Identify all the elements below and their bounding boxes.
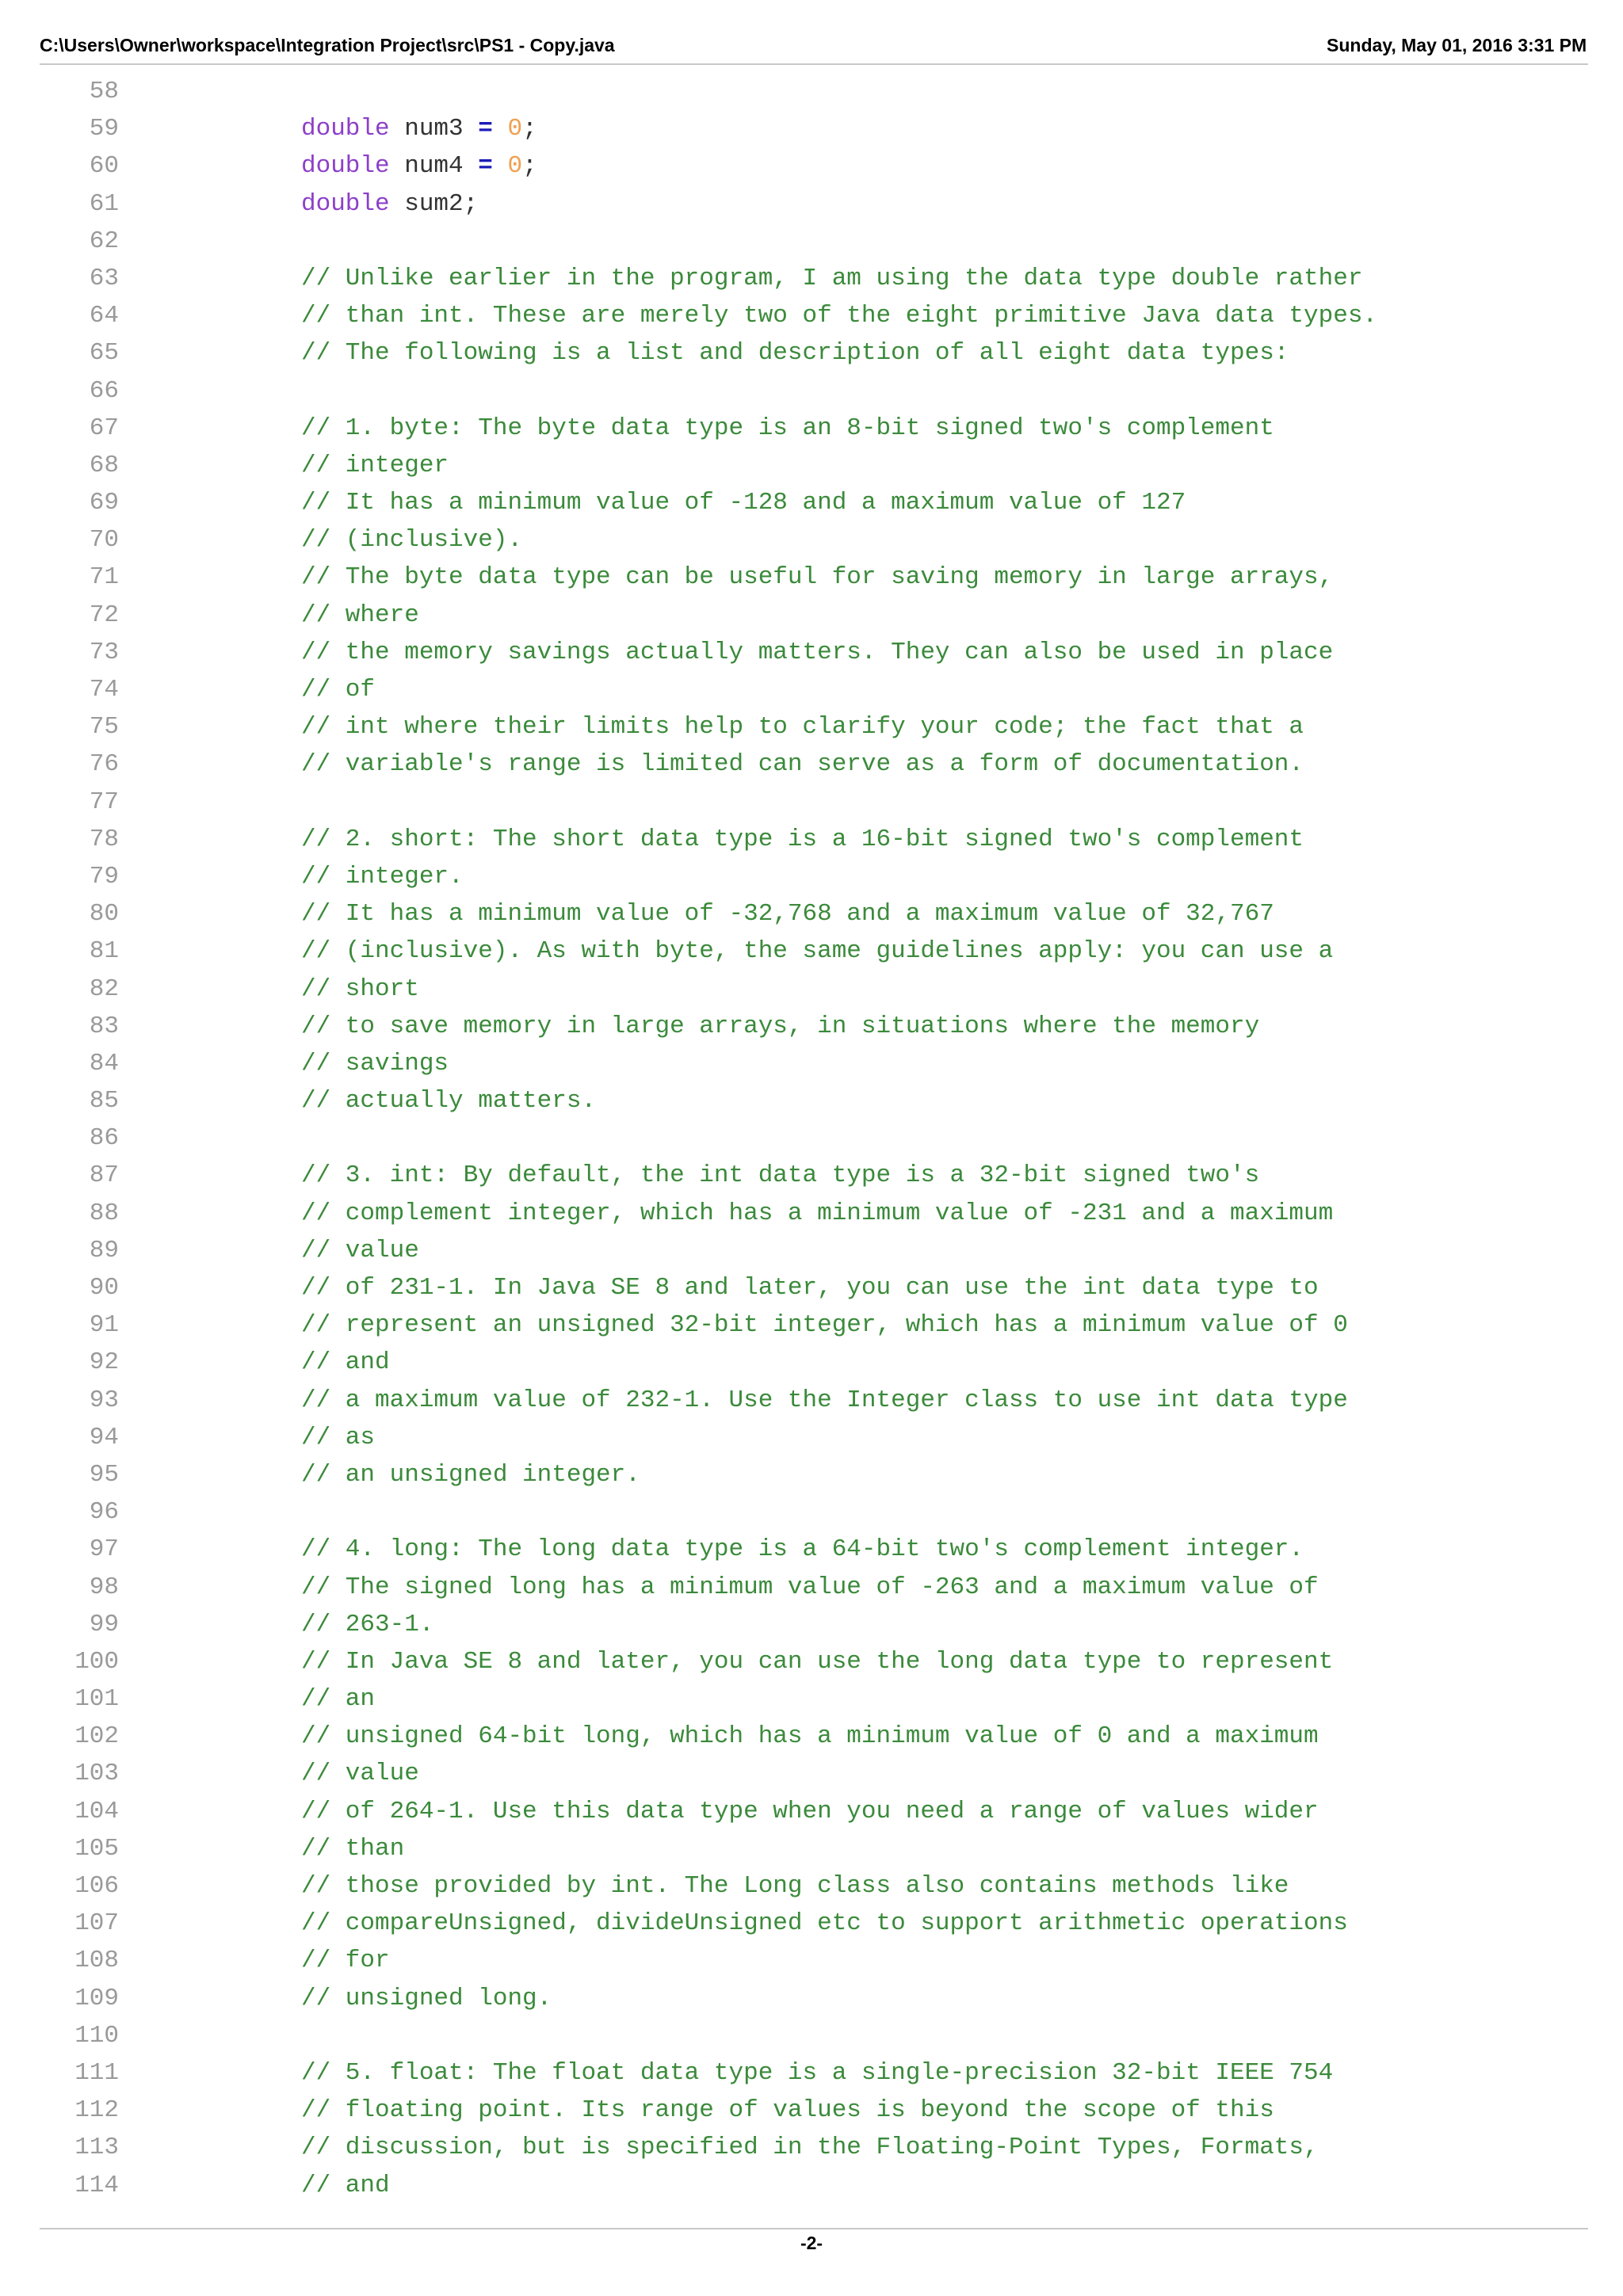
line-number: 68 [89,451,119,479]
code-token: sum2; [389,189,479,218]
comment-text: // an unsigned integer. [301,1460,640,1489]
line-source [301,334,1289,372]
line-source [301,1232,419,1269]
line-source [301,1082,596,1119]
line-source [301,1643,1333,1680]
comment-text: // a maximum value of 232-1. Use the Integer class to use int data type [301,1386,1348,1414]
line-source [301,821,1304,858]
code-line [0,297,1623,334]
line-source [301,1344,390,1381]
line-number: 100 [74,1647,119,1676]
code-line [0,1269,1623,1306]
line-number: 81 [89,937,119,966]
line-number: 104 [74,1797,119,1825]
line-source [301,858,464,895]
line-source [301,1905,1348,1942]
code-line [0,1232,1623,1269]
line-source [301,559,1333,596]
comment-text: // In Java SE 8 and later, you can use the long data type to represent [301,1647,1334,1676]
code-line [0,260,1623,297]
code-line [0,1569,1623,1606]
code-line [0,1157,1623,1194]
comment-text: // an [301,1685,376,1714]
line-source [301,671,375,708]
line-source [301,1755,419,1792]
comment-text: // of 231-1. In Java SE 8 and later, you can use the int data type to [301,1274,1319,1302]
line-source [301,1867,1289,1905]
line-number: 96 [89,1498,119,1527]
comment-text: // of [301,676,376,704]
line-source [301,895,1274,933]
comment-text: // 4. long: The long data type is a 64-bit two's complement integer. [301,1535,1304,1564]
comment-text: // (inclusive). [301,526,523,555]
code-line [0,708,1623,746]
code-token: ; [522,115,537,143]
code-line [0,1942,1623,1979]
comment-text: // variable's range is limited can serve as a form of documentation. [301,750,1304,779]
code-line [0,597,1623,634]
line-number: 84 [89,1049,119,1077]
line-source [301,1157,1259,1194]
code-line [0,858,1623,895]
comment-text: // savings [301,1049,449,1077]
line-source [301,1008,1259,1045]
line-source [301,1306,1348,1344]
comment-text: // The following is a list and description of all eight data types: [301,339,1289,368]
line-source [301,1793,1319,1830]
line-number: 58 [89,78,119,105]
comment-text: // It has a minimum value of -32,768 and a maximum value of 32,767 [301,900,1274,929]
comment-text: // the memory savings actually matters. They can also be used in place [301,638,1334,666]
comment-text: // actually matters. [301,1087,597,1116]
code-line [0,1419,1623,1456]
line-source [301,1269,1319,1306]
comment-text: // 263-1. [301,1610,434,1638]
code-line [0,1718,1623,1755]
line-source [301,447,449,484]
line-number: 73 [89,638,119,666]
line-number: 87 [89,1161,119,1190]
code-line [0,559,1623,596]
code-line [0,73,1623,110]
line-number: 76 [89,750,119,779]
code-line [0,223,1623,260]
comment-text: // It has a minimum value of -128 and a maximum value of 127 [301,489,1186,517]
comment-text: // where [301,601,419,629]
comment-text: // represent an unsigned 32-bit integer, which has a minimum value of 0 [301,1311,1348,1340]
code-line [0,2054,1623,2092]
line-number: 70 [89,526,119,555]
line-number: 94 [89,1423,119,1451]
comment-text: // as [301,1423,376,1451]
line-number: 98 [89,1573,119,1601]
line-source [301,2092,1274,2129]
line-source [301,147,537,185]
code-token: ; [522,152,537,181]
code-line [0,895,1623,933]
line-number: 65 [89,339,119,368]
code-line [0,334,1623,372]
line-number: 67 [89,414,119,442]
code-line [0,2017,1623,2054]
line-source [301,971,419,1008]
code-line [0,2129,1623,2166]
comment-text: // floating point. Its range of values is beyond the scope of this [301,2096,1274,2125]
code-line [0,1045,1623,1082]
comment-text: // 1. byte: The byte data type is an 8-bit signed two's complement [301,414,1274,442]
code-line [0,447,1623,484]
comment-text: // 2. short: The short data type is a 16-bit signed two's complement [301,825,1304,853]
code-line [0,784,1623,821]
code-token [493,115,508,143]
code-token: num4 [389,152,479,181]
code-line [0,746,1623,783]
comment-text: // integer. [301,862,464,891]
code-line [0,110,1623,147]
footer-divider [40,2228,1588,2229]
comment-text: // than [301,1834,405,1863]
comment-text: // unsigned 64-bit long, which has a minimum value of 0 and a maximum [301,1722,1319,1751]
code-line [0,1344,1623,1381]
page-header [40,35,1588,65]
code-line [0,1905,1623,1942]
page-number: -2- [800,2233,823,2253]
comment-text: // The byte data type can be useful for saving memory in large arrays, [301,563,1334,592]
line-number: 82 [89,974,119,1003]
code-line [0,1830,1623,1867]
line-number: 71 [89,563,119,592]
line-source [301,1045,449,1082]
line-number: 64 [89,302,119,330]
line-source [301,1980,552,2017]
line-source [301,746,1304,783]
code-line [0,1643,1623,1680]
code-line [0,1793,1623,1830]
comment-text: // integer [301,451,449,479]
line-number: 92 [89,1348,119,1377]
comment-text: // Unlike earlier in the program, I am using the data type double rather [301,264,1363,292]
code-line [0,1082,1623,1119]
line-number: 89 [89,1236,119,1264]
line-source [301,260,1362,297]
file-path: C:\Users\Owner\workspace\Integration Project\src\PS1 - Copy.java [40,35,615,55]
line-number: 95 [89,1460,119,1489]
line-number: 80 [89,900,119,929]
line-source [301,1680,375,1718]
line-number: 97 [89,1535,119,1564]
operator-token: = [478,152,493,181]
line-number: 78 [89,825,119,853]
line-source [301,1569,1319,1606]
comment-text: // those provided by int. The Long class also contains methods like [301,1872,1289,1900]
line-source [301,2129,1319,2166]
code-line [0,671,1623,708]
line-source [301,1456,640,1493]
number-token: 0 [507,152,523,181]
line-number: 60 [89,152,119,181]
comment-text: // complement integer, which has a minimum value of -231 and a maximum [301,1199,1334,1227]
code-line [0,1680,1623,1718]
line-source [301,634,1333,671]
line-source [301,597,419,634]
line-number: 85 [89,1087,119,1116]
line-number: 61 [89,189,119,218]
line-number: 106 [74,1872,119,1900]
code-line [0,1382,1623,1419]
comment-text: // short [301,974,419,1003]
line-number: 59 [89,115,119,143]
line-source [301,1419,375,1456]
code-line [0,1008,1623,1045]
code-line [0,821,1623,858]
keyword-token: double [301,189,390,218]
keyword-token: double [301,152,390,181]
comment-text: // 3. int: By default, the int data type is a 32-bit signed two's [301,1161,1260,1190]
code-listing [0,73,1623,2204]
code-line [0,1306,1623,1344]
code-line [0,521,1623,559]
code-line [0,1755,1623,1792]
line-source [301,1531,1304,1568]
line-source [301,1195,1333,1232]
code-line [0,1119,1623,1157]
line-source [301,2167,390,2204]
line-source [301,484,1186,521]
line-source [301,410,1274,447]
line-number: 91 [89,1311,119,1340]
comment-text: // of 264-1. Use this data type when you need a range of values wider [301,1797,1319,1825]
line-number: 112 [74,2096,119,2125]
comment-text: // to save memory in large arrays, in situations where the memory [301,1012,1260,1040]
line-number: 114 [74,2171,119,2199]
line-number: 105 [74,1834,119,1863]
comment-text: // discussion, but is specified in the Floating-Point Types, Formats, [301,2134,1319,2162]
line-number: 62 [89,227,119,255]
line-number: 109 [74,1984,119,2012]
line-source [301,1382,1348,1419]
operator-token: = [478,115,493,143]
line-source [301,933,1333,970]
comment-text: // unsigned long. [301,1984,552,2012]
comment-text: // for [301,1947,390,1975]
line-number: 69 [89,489,119,517]
code-line [0,410,1623,447]
code-token [493,152,508,180]
comment-text: // (inclusive). As with byte, the same guidelines apply: you can use a [301,937,1334,966]
code-line [0,185,1623,223]
comment-text: // and [301,1348,390,1377]
comment-text: // int where their limits help to clarify your code; the fact that a [301,713,1304,742]
line-source [301,185,478,223]
line-source [301,297,1377,334]
line-number: 66 [89,376,119,405]
comment-text: // 5. float: The float data type is a single-precision 32-bit IEEE 754 [301,2058,1334,2087]
code-line [0,971,1623,1008]
code-line [0,1531,1623,1568]
line-number: 110 [74,2021,119,2050]
line-number: 90 [89,1274,119,1302]
line-number: 108 [74,1947,119,1975]
code-line [0,484,1623,521]
line-number: 63 [89,264,119,292]
line-number: 72 [89,601,119,629]
comment-text: // The signed long has a minimum value of -263 and a maximum value of [301,1573,1319,1601]
line-number: 75 [89,713,119,742]
code-token: num3 [389,115,479,143]
code-line [0,2167,1623,2204]
line-number: 113 [74,2134,119,2162]
line-number: 93 [89,1386,119,1414]
comment-text: // than int. These are merely two of the eight primitive Java data types. [301,302,1378,330]
code-line [0,2092,1623,2129]
line-source [301,1830,404,1867]
line-number: 88 [89,1199,119,1227]
code-line [0,1980,1623,2017]
print-timestamp: Sunday, May 01, 2016 3:31 PM [1327,35,1587,55]
comment-text: // value [301,1236,419,1264]
code-line [0,634,1623,671]
line-number: 86 [89,1124,119,1153]
line-source [301,1606,433,1643]
line-source [301,708,1304,746]
line-number: 83 [89,1012,119,1040]
code-line [0,1606,1623,1643]
number-token: 0 [507,115,523,143]
line-number: 77 [89,788,119,816]
line-source [301,110,537,147]
code-line [0,147,1623,185]
code-line [0,372,1623,410]
code-line [0,1456,1623,1493]
keyword-token: double [301,115,390,143]
comment-text: // value [301,1760,419,1788]
line-number: 107 [74,1909,119,1938]
line-number: 101 [74,1685,119,1714]
code-line [0,933,1623,970]
code-line [0,1493,1623,1531]
line-number: 74 [89,676,119,704]
line-number: 99 [89,1610,119,1638]
line-number: 103 [74,1760,119,1788]
line-number: 111 [74,2058,119,2087]
comment-text: // and [301,2171,390,2199]
line-source [301,1718,1319,1755]
code-line [0,1195,1623,1232]
line-source [301,521,522,559]
line-source [301,1942,390,1979]
line-source [301,2054,1333,2092]
code-line [0,1867,1623,1905]
line-number: 102 [74,1722,119,1751]
line-number: 79 [89,862,119,891]
comment-text: // compareUnsigned, divideUnsigned etc to support arithmetic operations [301,1909,1348,1938]
